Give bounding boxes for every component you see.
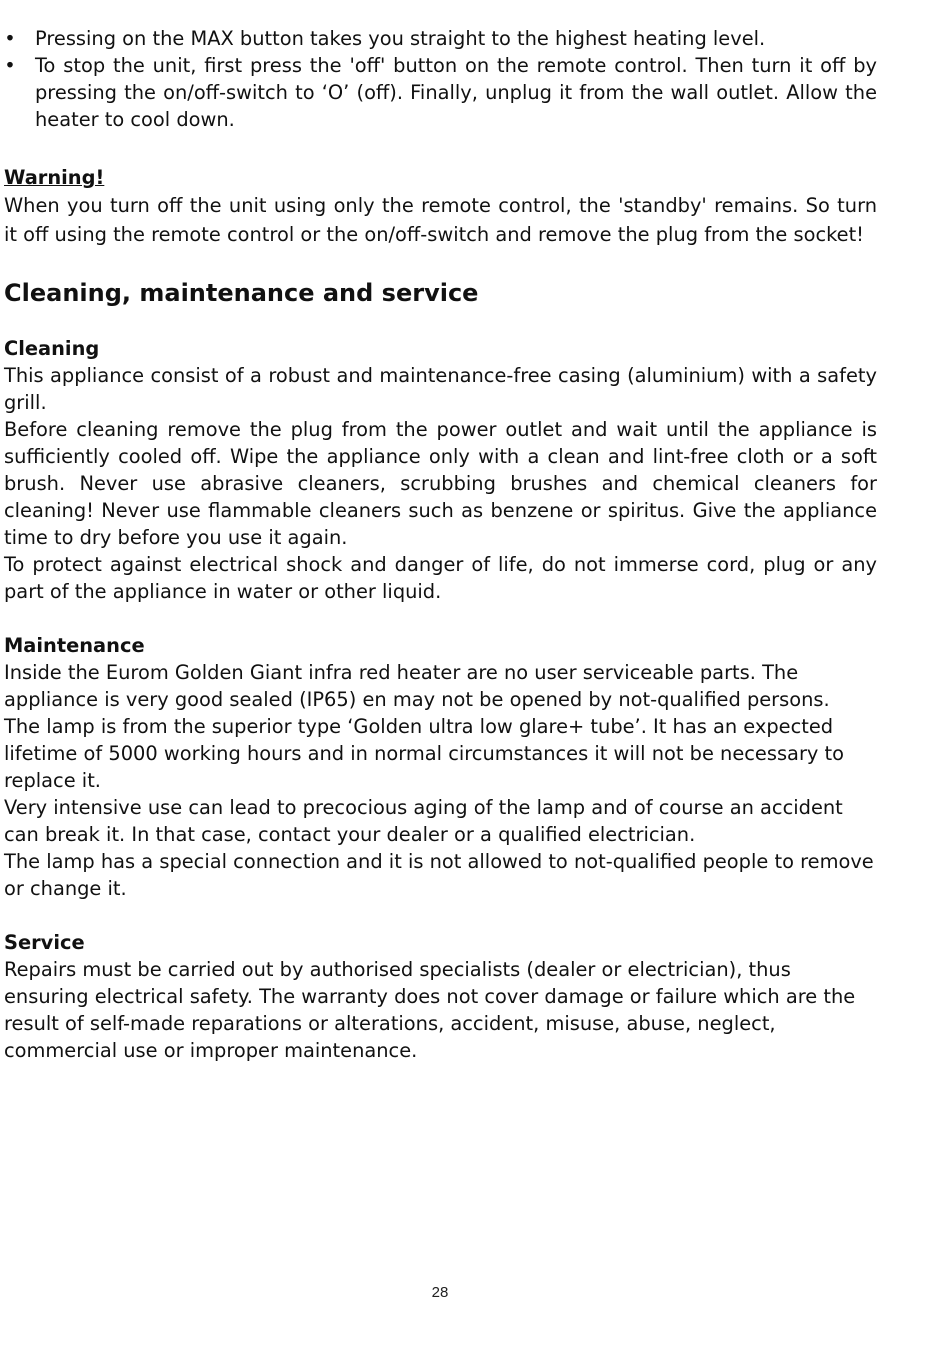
bullet-icon: •: [4, 27, 16, 50]
cleaning-paragraph: To protect against electrical shock and danger of life, do not immerse cord, plug or any part of the appliance in water or other liquid.: [4, 553, 877, 603]
document-page: [4, 25, 877, 1064]
warning-text: When you turn off the unit using only the remote control, the 'standby' remains. So turn it off using the remote control or the on/off-switch and remove the plug from the socket!: [4, 194, 877, 246]
service-paragraph: Repairs must be carried out by authorised specialists (dealer or electrician), thus ensuring electrical safety. The warranty does not cover damage or failure which are the result of self-made reparations or alterations, accident, misuse, abuse, neglect, commercial use or improper maintenance.: [4, 958, 856, 1062]
bullet-text: To stop the unit, first press the 'off' button on the remote control. Then turn it off by pressing the on/off-switch to ‘O’ (off). Finally, unplug it from the wall outlet. Allow the heater to cool down.: [35, 54, 877, 131]
page-number: 28: [431, 1284, 449, 1301]
cleaning-heading: Cleaning: [4, 337, 100, 360]
bullet-item: [4, 52, 877, 133]
maintenance-paragraph: Inside the Eurom Golden Giant infra red heater are no user serviceable parts. The appliance is very good sealed (IP65) en may not be opened by not-qualified persons.: [4, 661, 830, 711]
maintenance-paragraph: Very intensive use can lead to precocious aging of the lamp and of course an accident can break it. In that case, contact your dealer or a qualified electrician.: [4, 796, 843, 846]
maintenance-paragraph: The lamp is from the superior type ‘Golden ultra low glare+ tube’. It has an expected lifetime of 5000 working hours and in normal circumstances it will not be necessary to replace it.: [4, 715, 845, 792]
bullet-text: Pressing on the MAX button takes you straight to the highest heating level.: [35, 27, 766, 50]
maintenance-heading: Maintenance: [4, 634, 145, 657]
warning-heading: Warning!: [4, 166, 105, 189]
section-title: Cleaning, maintenance and service: [4, 279, 479, 307]
warning-block: [4, 191, 877, 249]
bullet-item: [4, 25, 877, 52]
cleaning-paragraph: This appliance consist of a robust and maintenance-free casing (aluminium) with a safety grill.: [4, 364, 877, 414]
cleaning-paragraph: Before cleaning remove the plug from the power outlet and wait until the appliance is sufficiently cooled off. Wipe the appliance only with a clean and lint-free cloth or a soft brush. Never use abrasive cleaners, scrubbing brushes and chemical cleaners for cleaning! Never use flammable cleaners such as benzene or spiritus. Give the appliance time to dry before you use it again.: [4, 418, 877, 549]
bullet-list: [4, 25, 877, 133]
service-heading: Service: [4, 931, 85, 954]
bullet-icon: •: [4, 54, 16, 77]
maintenance-paragraph: The lamp has a special connection and it is not allowed to not-qualified people to remove or change it.: [4, 850, 874, 900]
